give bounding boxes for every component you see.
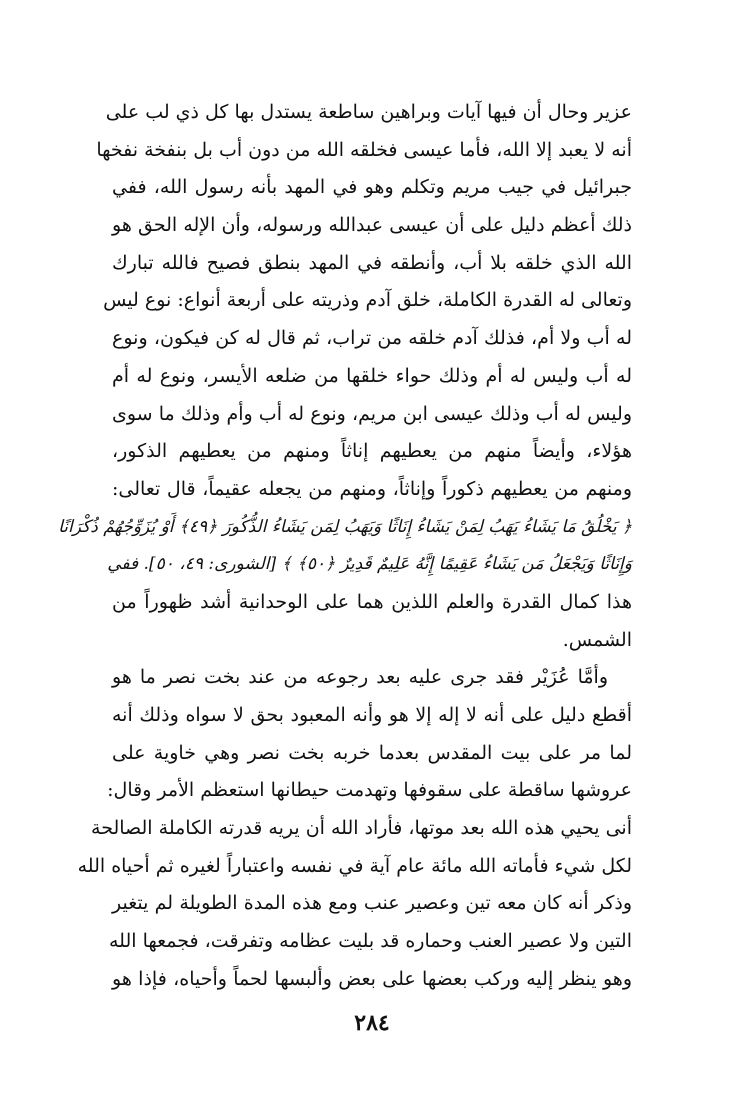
text-line: وذكر أنه كان معه تين وعصير عنب ومع هذه المدة الطويلة لم يتغير (112, 892, 632, 915)
quran-verse-line: ﴿ يَخْلُقُ مَا يَشَاءُ يَهَبُ لِمَنْ يَشَاءُ إِنَاثًا وَيَهَبُ لِمَن يَشَاءُ الذُّكُورَ ﴿٤٩﴾ أَوْ يُزَوِّجُهُمْ ذُكْرَانًا (58, 516, 632, 537)
text-line: وهو ينظر إليه وركب بعضها على بعض وألبسها لحماً وأحياه، فإذا هو (112, 967, 632, 990)
text-line: وتعالى له القدرة الكاملة، خلق آدم وذريته على أربعة أنواع: نوع ليس (103, 289, 632, 312)
page-number: ٢٨٤ (354, 1010, 390, 1036)
text-line: عزير وحال أن فيها آيات وبراهين ساطعة يستدل بها كل ذي لب على (105, 101, 632, 123)
text-line: هذا كمال القدرة والعلم اللذين هما على الوحدانية أشد ظهوراً من (112, 590, 632, 613)
text-line: الله الذي خلقه بلا أب، وأنطقه في المهد بنطق فصيح فالله تبارك (112, 251, 632, 274)
text-line: أقطع دليل على أنه لا إله إلا هو وأنه المعبود بحق لا سواه وذلك أنه (112, 704, 632, 726)
text-line: جبرائيل في جيب مريم وتكلم وهو في المهد بأنه رسول الله، ففي (112, 176, 632, 199)
quran-verse-line: وَإِنَاثًا وَيَجْعَلُ مَن يَشَاءُ عَقِيمًا إِنَّهُ عَلِيمٌ قَدِيرٌ ﴿٥٠﴾ ﴾ [الشورى: ٤٩، ٥٠]. ففي (107, 554, 632, 575)
text-line: أنى يحيي هذه الله بعد موتها، فأراد الله أن يريه قدرته الكاملة الصالحة (91, 817, 632, 840)
text-line: أنه لا يعبد إلا الله، فأما عيسى فخلقه الله من دون أب بل بنفخة نفخها (96, 138, 632, 161)
text-line: هؤلاء، وأيضاً منهم من يعطيهم إناثاً ومنهم من يعطيهم الذكور، (112, 440, 632, 463)
text-line: لما مر على بيت المقدس بعدما خربه بخت نصر وهي خاوية على (112, 741, 632, 764)
text-line: وأمَّا عُزَيْر فقد جرى عليه بعد رجوعه من عند بخت نصر ما هو (112, 666, 608, 689)
text-line: التين ولا عصير العنب وحماره قد بليت عظامه وتفرقت، فجمعها الله (108, 930, 632, 953)
text-line: ذلك أعظم دليل على أن عيسى عبدالله ورسوله، وأن الإله الحق هو (112, 214, 632, 237)
text-line: وليس له أب وذلك عيسى ابن مريم، ونوع له أب وأم وذلك ما سوى (112, 402, 632, 425)
text-line: له أب ولا أم، فذلك آدم خلقه من تراب، ثم قال له كن فيكون، ونوع (112, 327, 632, 350)
page-body (58, 94, 632, 999)
text-line: ومنهم من يعطيهم ذكوراً وإناثاً، ومنهم من يجعله عقيماً، قال تعالى: (112, 477, 632, 500)
text-line: له أب وليس له أم وذلك حواء خلقها من ضلعه الأيسر، ونوع له أم (112, 364, 632, 387)
text-line: الشمس. (562, 628, 632, 651)
text-line: لكل شيء فأماته الله مائة عام آية في نفسه واعتباراً لغيره ثم أحياه الله (77, 854, 632, 877)
text-line: عروشها ساقطة على سقوفها وتهدمت حيطانها استعظم الأمر وقال: (107, 779, 632, 802)
